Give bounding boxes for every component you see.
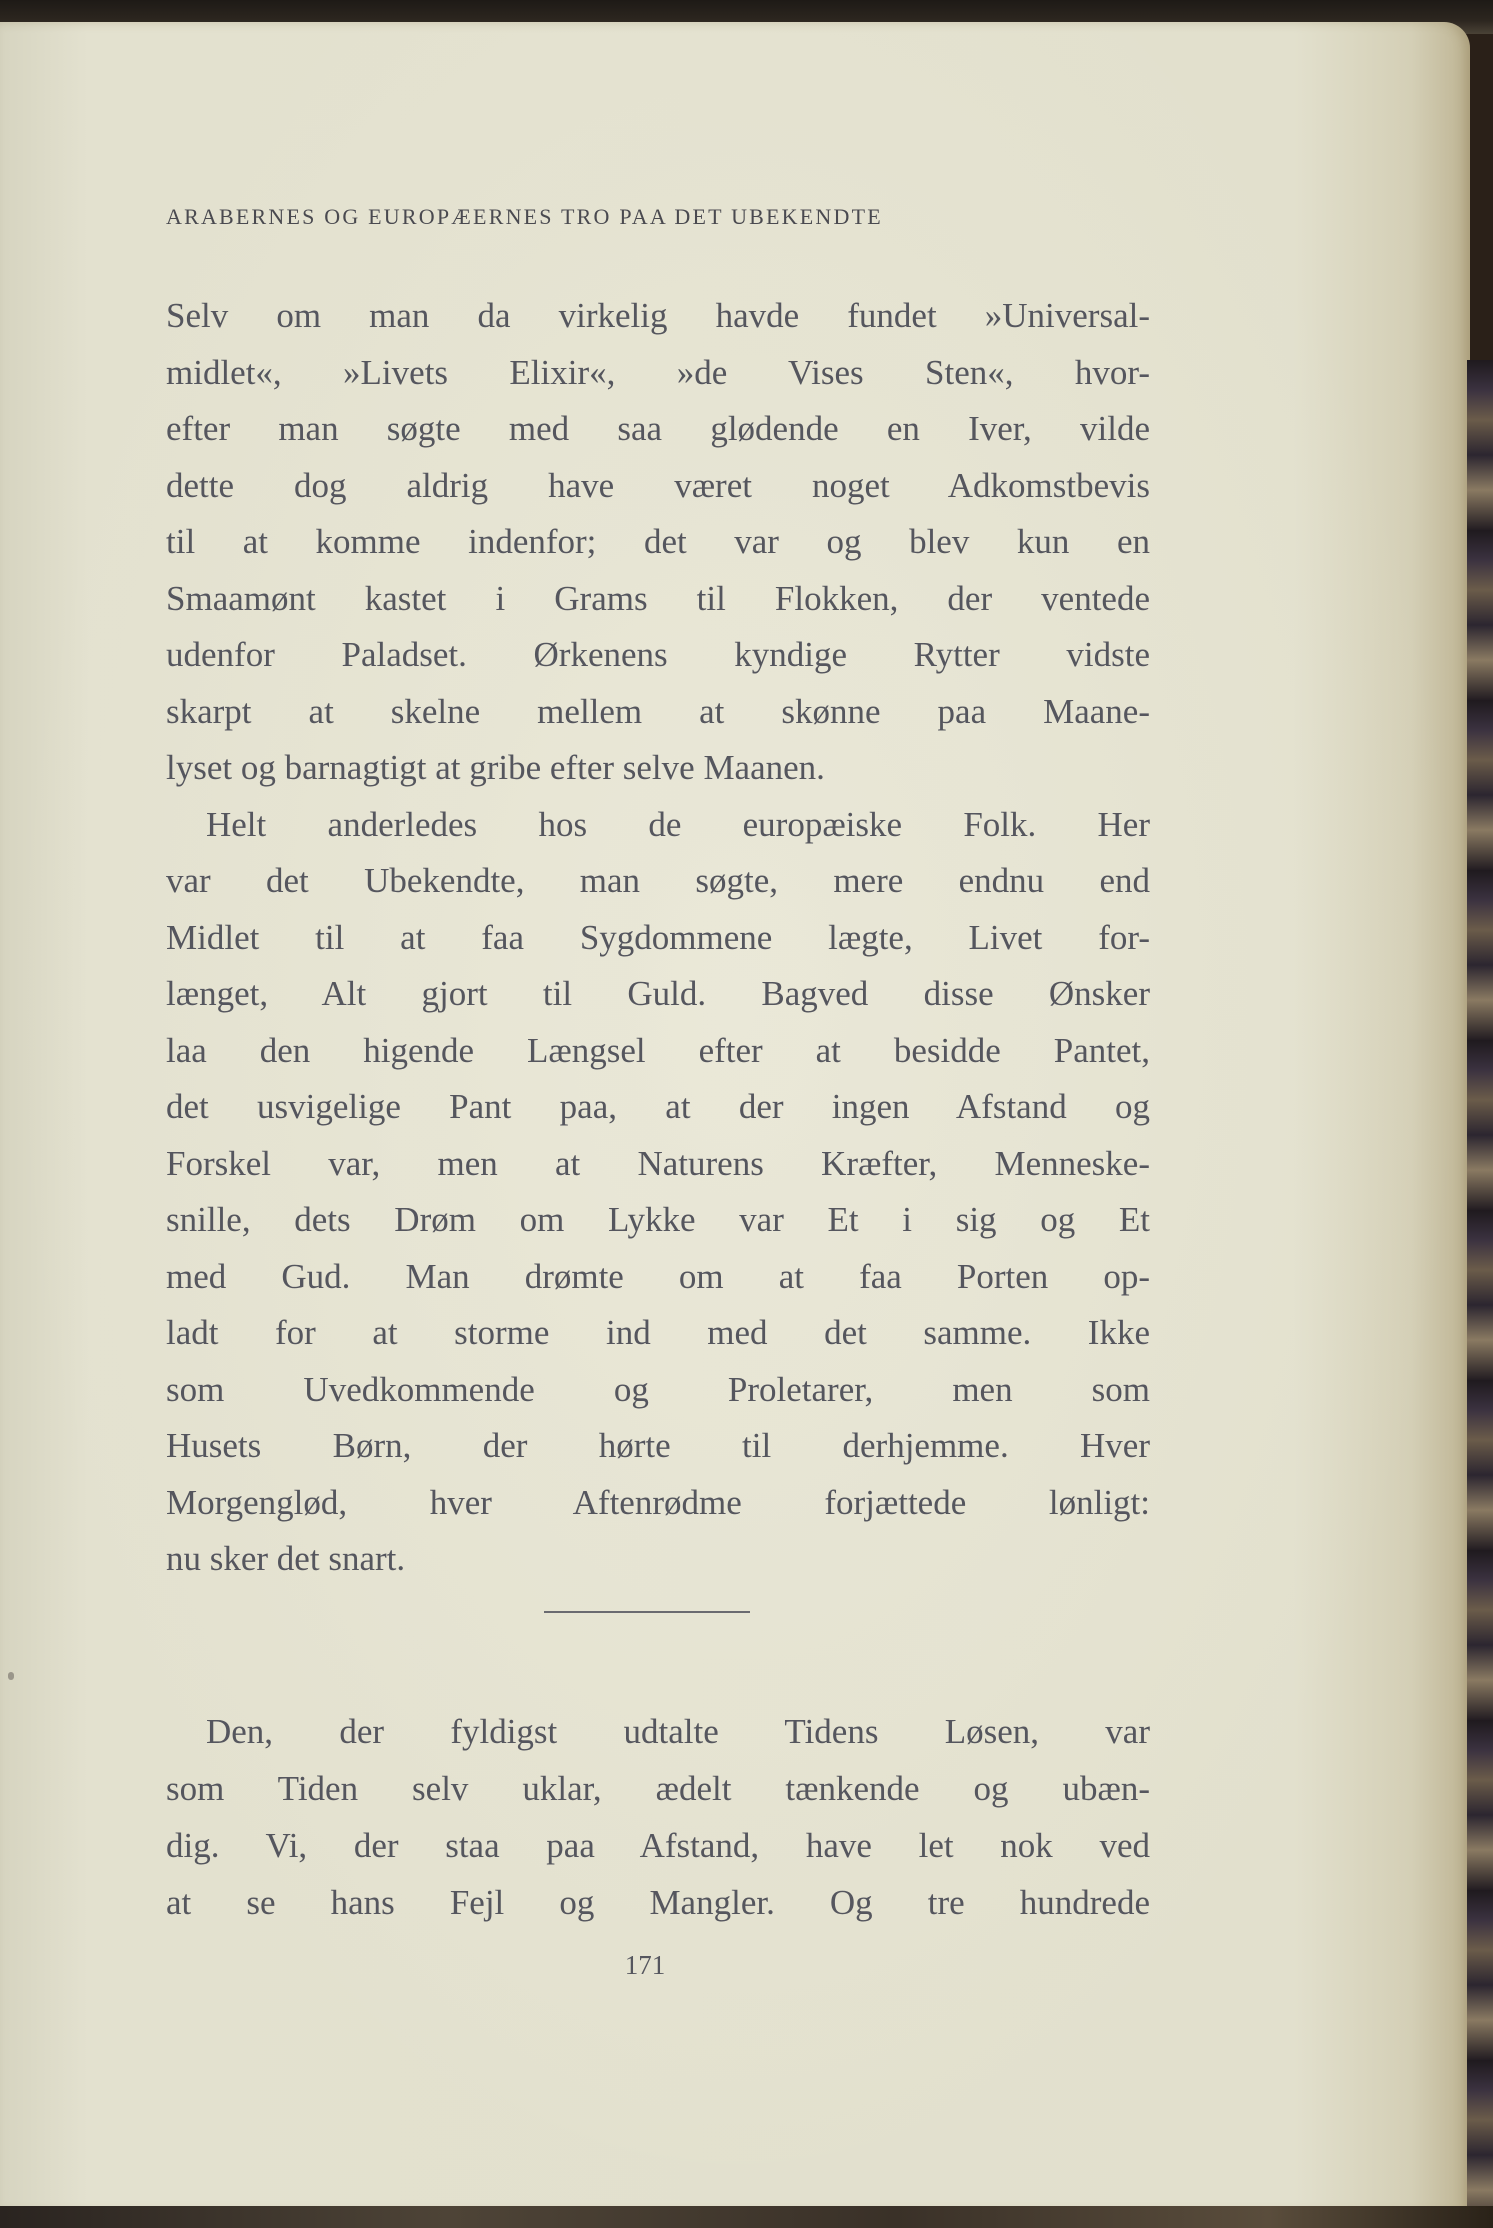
section-divider bbox=[544, 1611, 750, 1613]
paper-speck bbox=[8, 1672, 14, 1680]
text-line: dig. Vi, der staa paa Afstand, have let nok ved bbox=[166, 1826, 1150, 1865]
text-line: var det Ubekendte, man søgte, mere endnu end bbox=[166, 861, 1150, 900]
text-line: til at komme indenfor; det var og blev kun en bbox=[166, 522, 1150, 561]
text-line: skarpt at skelne mellem at skønne paa Maane- bbox=[166, 691, 1150, 731]
page-number: 171 bbox=[624, 1950, 666, 1980]
text-line: det usvigelige Pant paa, at der ingen Afstand og bbox=[166, 1087, 1150, 1126]
text-line: Forskel var, men at Naturens Kræfter, Menneske- bbox=[166, 1143, 1150, 1183]
body-text bbox=[166, 288, 1150, 1588]
text-line: udenfor Paladset. Ørkenens kyndige Rytter vidste bbox=[166, 635, 1150, 674]
text-line: Selv om man da virkelig havde fundet »Universal- bbox=[166, 296, 1150, 335]
text-line: Morgenglød, hver Aftenrødme forjættede lønligt: bbox=[166, 1482, 1150, 1522]
text-line: Helt anderledes hos de europæiske Folk. Her bbox=[206, 804, 1150, 844]
text-line: efter man søgte med saa glødende en Iver, vilde bbox=[166, 409, 1150, 448]
text-line: lyset og barnagtigt at gribe efter selve Maanen. bbox=[166, 748, 825, 787]
text-line: snille, dets Drøm om Lykke var Et i sig og Et bbox=[166, 1200, 1150, 1239]
text-line: som Uvedkommende og Proletarer, men som bbox=[166, 1369, 1150, 1409]
text-line: Den, der fyldigst udtalte Tidens Løsen, var bbox=[206, 1712, 1150, 1751]
text-line: nu sker det snart. bbox=[166, 1539, 406, 1578]
text-line: Husets Børn, der hørte til derhjemme. Hver bbox=[166, 1426, 1150, 1465]
bottom-page-edge bbox=[0, 2206, 1493, 2228]
text-line: længet, Alt gjort til Guld. Bagved disse Ønsker bbox=[166, 974, 1150, 1013]
text-line: ladt for at storme ind med det samme. Ikke bbox=[166, 1313, 1150, 1352]
running-head: ARABERNES OG EUROPÆERNES TRO PAA DET UBEKENDTE bbox=[166, 204, 883, 229]
text-line: Smaamønt kastet i Grams til Flokken, der ventede bbox=[166, 578, 1150, 618]
text-line: som Tiden selv uklar, ædelt tænkende og ubæn- bbox=[166, 1769, 1150, 1808]
text-line: at se hans Fejl og Mangler. Og tre hundrede bbox=[166, 1883, 1150, 1922]
text-line: midlet«, »Livets Elixir«, »de Vises Sten«, hvor- bbox=[166, 352, 1150, 392]
body-text-continued bbox=[166, 1703, 1150, 1931]
text-line: med Gud. Man drømte om at faa Porten op- bbox=[166, 1256, 1150, 1296]
book-spine-edge bbox=[1467, 360, 1493, 2228]
text-line: Midlet til at faa Sygdommene lægte, Livet for- bbox=[166, 917, 1150, 957]
text-line: dette dog aldrig have været noget Adkomstbevis bbox=[166, 465, 1150, 505]
text-line: laa den higende Længsel efter at besidde Pantet, bbox=[166, 1030, 1150, 1070]
